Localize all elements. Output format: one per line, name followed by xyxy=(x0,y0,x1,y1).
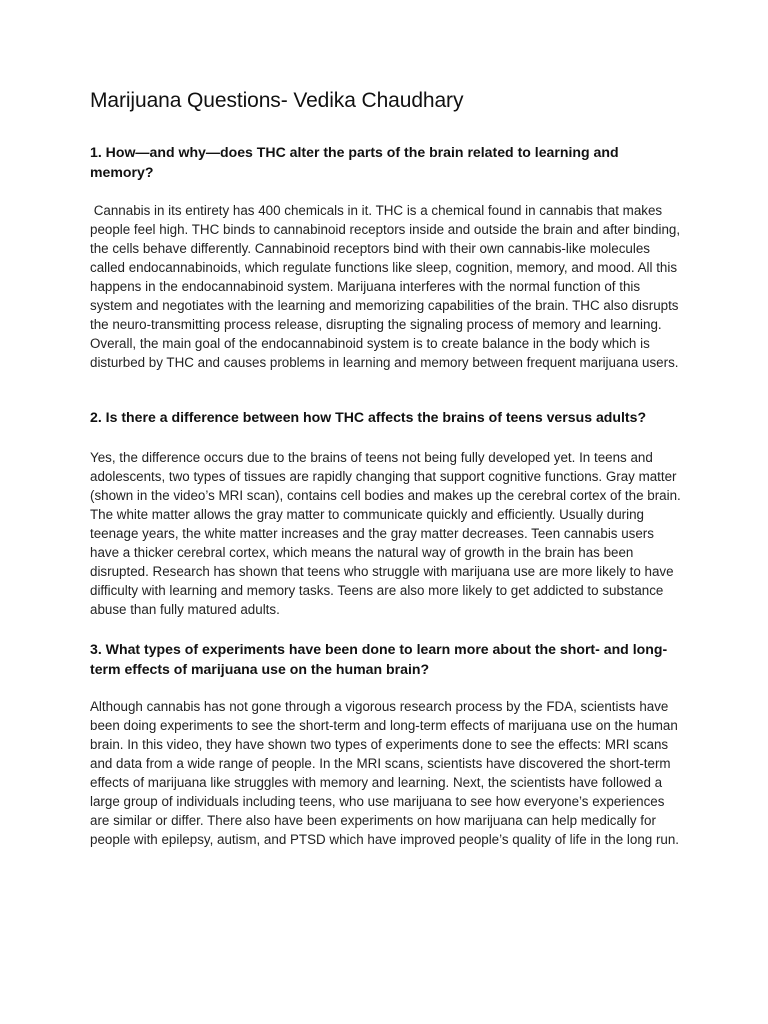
answer-2-paragraph: Yes, the difference occurs due to the brains of teens not being fully developed yet. In teens and adolescents, two types of tissues are rapidly changing that support cognitive functions. Gray matter (shown in the video’s MRI scan), contains cell bodies and makes up the cerebral cortex of the brain. The white matter allows the gray matter to communicate quickly and efficiently. Usually during teenage years, the white matter increases and the gray matter decreases. Teen cannabis users have a thicker cerebral cortex, which means the natural way of growth in the brain has been disrupted. Research has shown that teens who struggle with marijuana use are more likely to have difficulty with learning and memory tasks. Teens are also more likely to get addicted to substance abuse than fully matured adults. xyxy=(90,450,685,617)
question-3-heading: 3. What types of experiments have been done to learn more about the short- and long-term effects of marijuana use on the human brain? xyxy=(90,641,668,677)
question-1-heading: 1. How—and why—does THC alter the parts of the brain related to learning and memory? xyxy=(90,144,619,180)
answer-1-paragraph: Cannabis in its entirety has 400 chemicals in it. THC is a chemical found in cannabis that makes people feel high. THC binds to cannabinoid receptors inside and outside the brain and after binding, the cells behave differently. Cannabinoid receptors bind with their own cannabis-like molecules called endocannabinoids, which regulate functions like sleep, cognition, memory, and mood. All this happens in the endocannabinoid system. Marijuana interferes with the normal function of this system and negotiates with the learning and memorizing capabilities of the brain. THC also disrupts the neuro-transmitting process release, disrupting the signaling process of memory and learning. Overall, the main goal of the endocannabinoid system is to create balance in the body which is disturbed by THC and causes problems in learning and memory between frequent marijuana users. xyxy=(90,203,684,370)
answer-3-paragraph: Although cannabis has not gone through a vigorous research process by the FDA, scientists have been doing experiments to see the short-term and long-term effects of marijuana use on the human brain. In this video, they have shown two types of experiments done to see the effects: MRI scans and data from a wide range of people. In the MRI scans, scientists have discovered the short-term effects of marijuana like struggles with memory and learning. Next, the scientists have followed a large group of individuals including teens, who use marijuana to see how everyone’s experiences are similar or differ. There also have been experiments on how marijuana can help medically for people with epilepsy, autism, and PTSD which have improved people’s quality of life in the long run. xyxy=(90,699,682,847)
question-2-heading: 2. Is there a difference between how THC affects the brains of teens versus adults? xyxy=(90,409,647,425)
document-title: Marijuana Questions- Vedika Chaudhary xyxy=(90,89,464,112)
